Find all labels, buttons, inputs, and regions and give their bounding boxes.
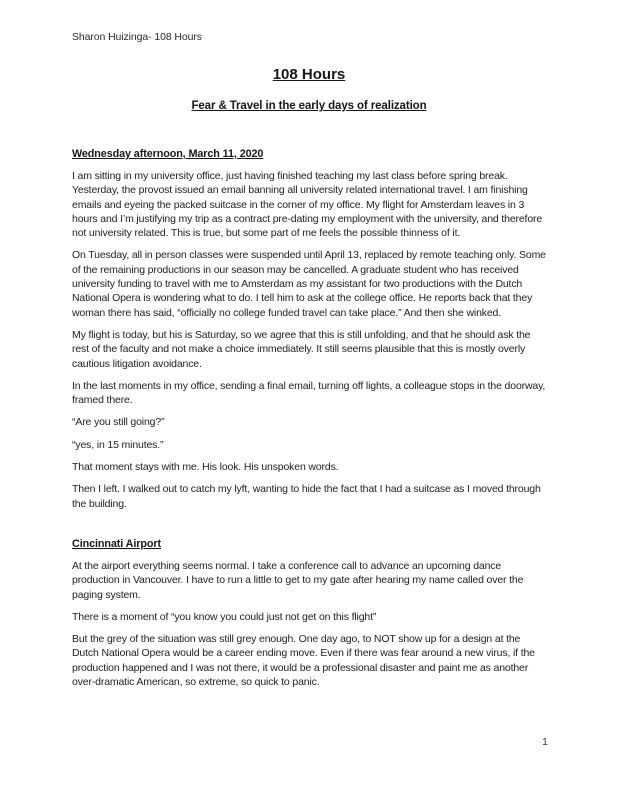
paragraph: I am sitting in my university office, just having finished teaching my last class before spring break. Yesterday, the provost issued an email banning all university related international travel. I am finishing emails and eyeing the packed suitcase in the corner of my office. My flight for Amsterdam leaves in 3 hours and I’m justifying my trip as a contract pre-dating my employment with the university, and therefore not university related. This is true, but some part of me feels the possible thinness of it. xyxy=(72,170,543,240)
paragraph: At the airport everything seems normal. I take a conference call to advance an upcoming dance production in Vancouver. I have to run a little to get to my gate after hearing my name called over the paging system. xyxy=(72,559,524,601)
paragraph: There is a moment of “you know you could just not get on this flight” xyxy=(72,610,377,623)
document-subtitle: Fear & Travel in the early days of realization xyxy=(191,100,427,112)
document-title: 108 Hours xyxy=(272,66,346,83)
paragraph: Then I left. I walked out to catch my lyft, wanting to hide the fact that I had a suitcase as I moved through the building. xyxy=(72,483,541,510)
paragraph-quote: “yes, in 15 minutes.” xyxy=(72,438,164,451)
document-body xyxy=(72,148,546,697)
paragraph: On Tuesday, all in person classes were suspended until April 13, replaced by remote teaching only. Some of the remaining productions in our season may be cancelled. A graduate student who has received university funding to travel with me to Amsterdam as my assistant for two productions with the Dutch National Opera is wondering what to do. I tell him to ask at the college office. He reports back that they woman there has said, “officially no college funded travel can take place.” And then she winked. xyxy=(72,249,546,319)
running-header: Sharon Huizinga- 108 Hours xyxy=(72,31,202,43)
page-number: 1 xyxy=(542,736,548,748)
paragraph: That moment stays with me. His look. His unspoken words. xyxy=(72,461,339,474)
section-heading-wednesday-afternoon: Wednesday afternoon, March 11, 2020 xyxy=(72,148,264,160)
paragraph: But the grey of the situation was still grey enough. One day ago, to NOT show up for a design at the Dutch National Opera would be a career ending move. Even if there was fear around a new virus, if the production happened and I was not there, it would be a professional disaster and paint me as another over-dramatic American, so extreme, so quick to panic. xyxy=(72,633,535,689)
paragraph: My flight is today, but his is Saturday, so we agree that this is still unfolding, and that he should ask the rest of the faculty and not make a choice immediately. It still seems plausible that this is mostly overly cautious litigation avoidance. xyxy=(72,328,531,370)
paragraph-quote: “Are you still going?” xyxy=(72,416,165,429)
section-heading-cincinnati-airport: Cincinnati Airport xyxy=(72,537,161,550)
paragraph: In the last moments in my office, sending a final email, turning off lights, a colleague stops in the doorway, framed there. xyxy=(72,379,546,407)
